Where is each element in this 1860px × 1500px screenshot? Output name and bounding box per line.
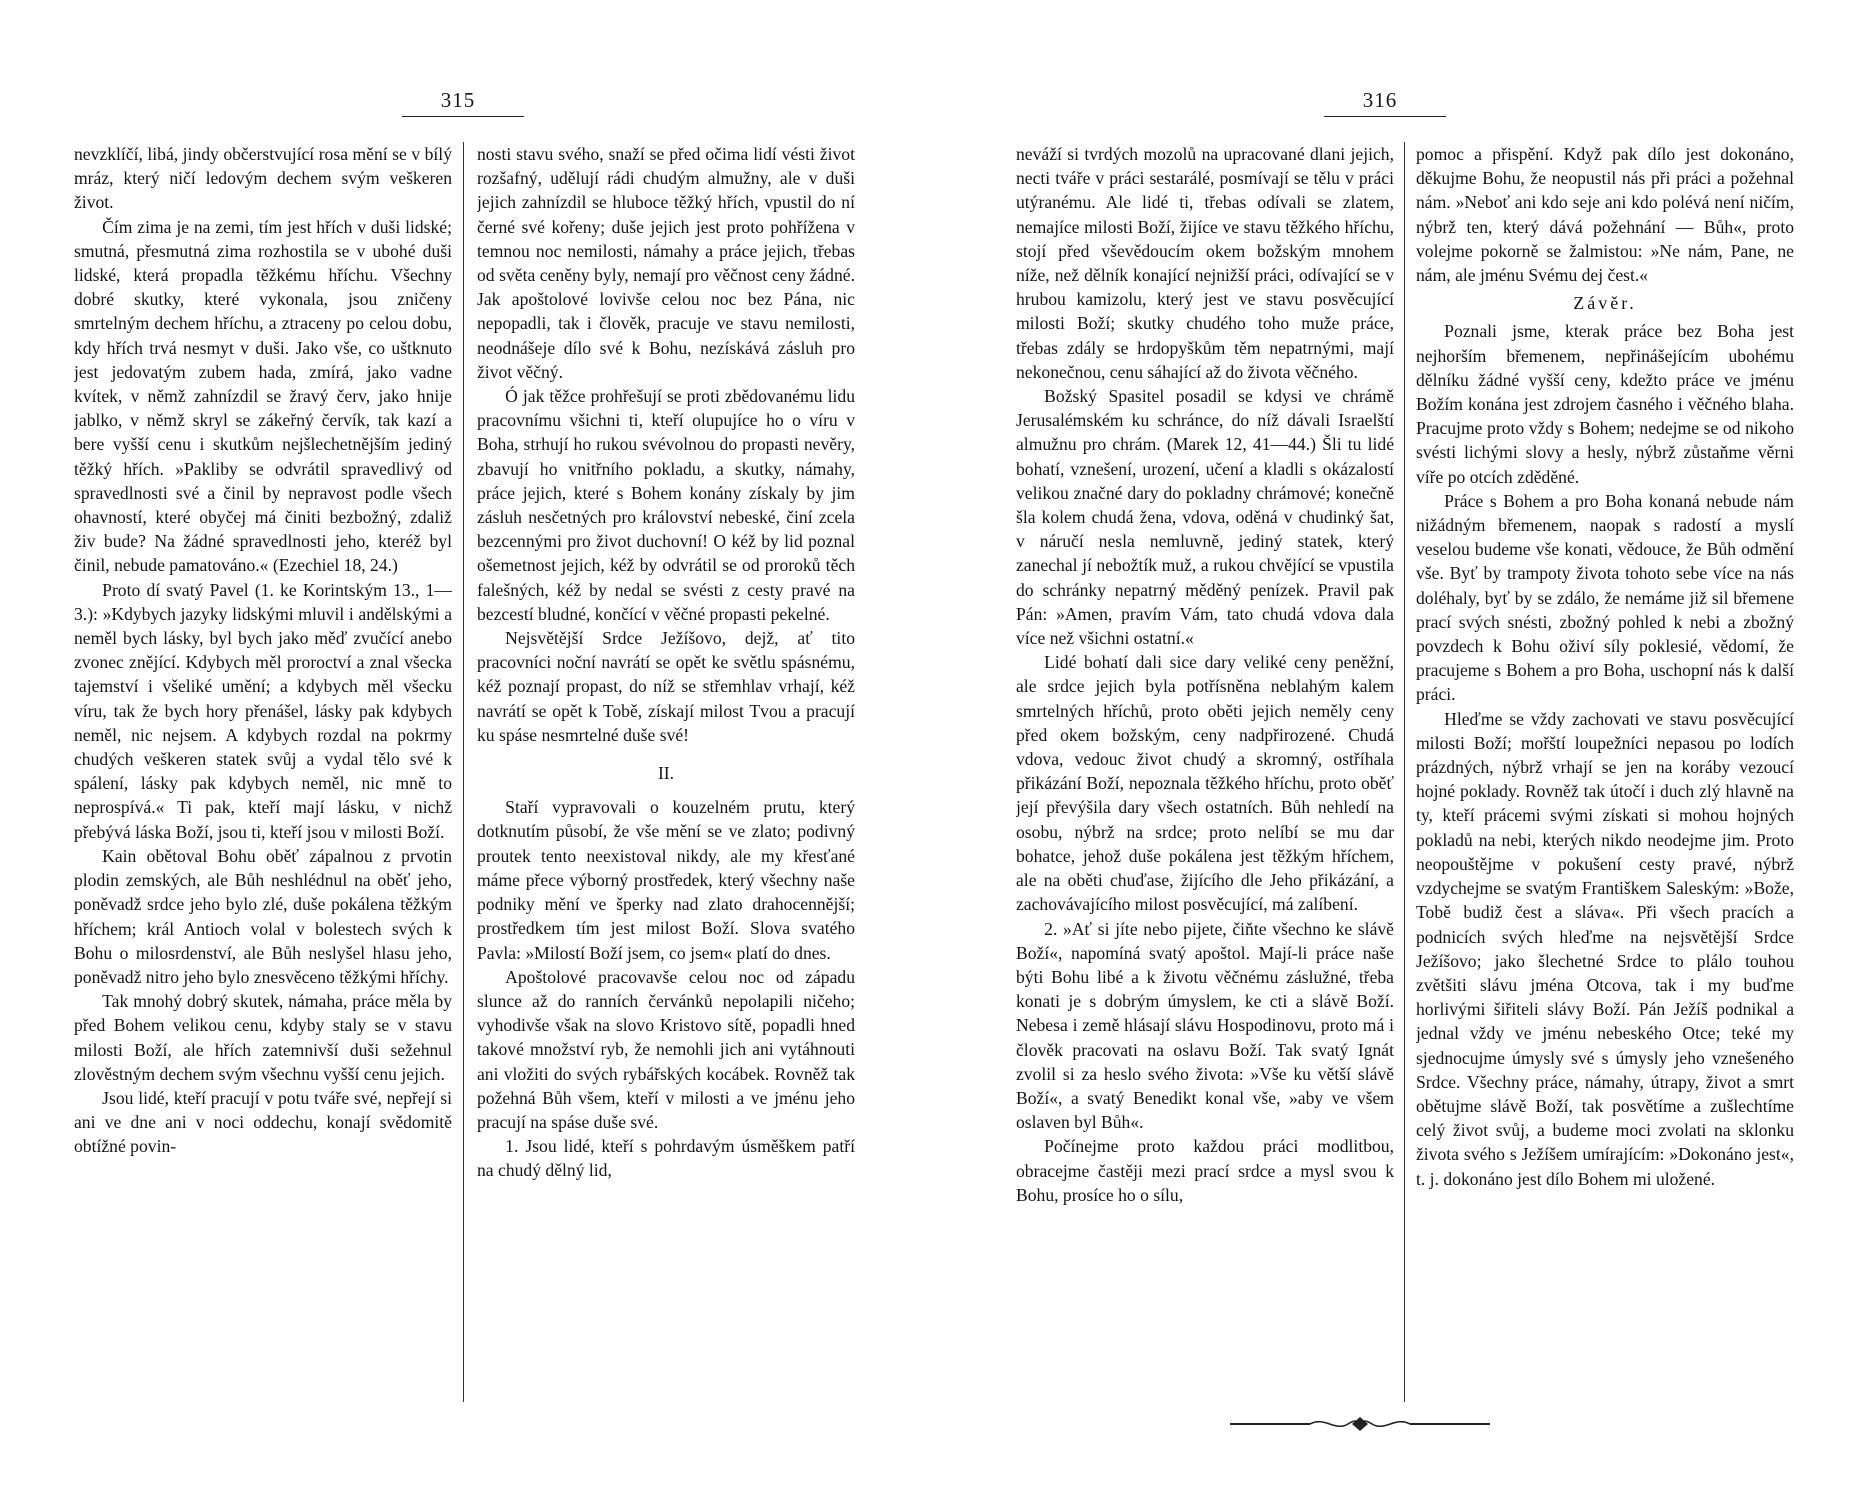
paragraph: Staří vypravovali o kouzelném prutu, který dotknutím působí, že vše mění se ve zlato; podivný proutek tento neexistoval nikdy, ale my křesťané máme přece výborný prostředek, který všechny naše podniky mění ve šperky nad zlato drahocennější; prostředkem tím jest milost Boží. Slova svatého Pavla: »Milostí Boží jsem, co jsem« platí do dnes. xyxy=(477,797,855,963)
page-number-rule xyxy=(402,116,524,117)
paragraph: neváží si tvrdých mozolů na upracované dlani jejich, necti tváře v práci sestarálé, posmívají se tělu v práci utýranému. Ale lidé ti, třebas odívali se zlatem, nemajíce milosti Boží, žijíce ve stavu těžkého hříchu, stojí před vševědoucím okem božským mnohem níže, než dělník konající nejnižší práci, odívající se v hrubou kamizolu, který jest ve stavu posvěcující milosti Boží; skutky chudého toho muže práce, třebas zdály se hrdopyškům těm nepatrnými, mají nekonečnou, cenu sáhající až do života věčného. xyxy=(1016,144,1394,382)
column-right xyxy=(477,142,855,1412)
page-number: 316 xyxy=(1362,88,1398,112)
paragraph: Ó jak těžce prohřešují se proti zbědovanému lidu pracovnímu všichni ti, kteří olupujíce ho o víru v Boha, strhují ho rukou svévolnou do propasti nevěry, zbavují ho vnitřního pokladu, a skutky, námahy, práce jejich, které s Bohem konány získaly by jim zásluh nesčetných pro království nebeské, činí zcela bezcennými pro život duchovní! O kéž by lid poznal ošemetnost jejich, kéž by odvrátil se od proroků těch falešných, kéž by nedal se svésti z cesty pravé na bezcestí bludné, končící v věčné propasti pekelné. xyxy=(477,386,855,624)
paragraph: Hleďme se vždy zachovati ve stavu posvěcující milosti Boží; mořští loupežníci nepasou po lodích prázdných, nýbrž vrhají se jen na koráby vezoucí hojné poklady. Rovněž tak útočí i duch zlý hlavně na ty, kteří prácemi svými získati si mohou hojných pokladů na nebi, kterých nikdo neodejme jim. Proto neopouštějme v pokušení cesty pravé, nýbrž vzdychejme se svatým Františkem Saleským: »Bože, Tobě budiž čest a sláva«. Při všech pracích a podnicích svých hleďme na nejsvětější Srdce Ježíšovo; jako šlechetné Srdce to plálo touhou zvětšiti slávu jména Otcova, tak i my buďme horlivými šiřiteli slávy Boží. Pán Ježíš podnikal a jednal vždy ve jménu nebeského Otce; teké my sjednocujme úmysly své s úmysly jeho vznešeného Srdce. Všechny práce, námahy, útrapy, život a smrt obětujme slávě Boží, tak posvětíme a zušlechtíme celý život svůj, a budeme moci zvolati na sklonku života svého s Ježíšem umírajícím: »Dokonáno jest«, t. j. dokonáno jest dílo Bohem mi uložené. xyxy=(1416,708,1794,1189)
paragraph: Apoštolové pracovavše celou noc od západu slunce až do ranních červánků nepolapili ničeho; vyhodivše však na slovo Kristovo sítě, popadli hned takové množství ryb, že nemohli jich ani vytáhnouti ani vložiti do svých rybářských kocábek. Rovněž tak požehná Bůh všem, kteří v milosti a ve jménu jeho pracují na spáse duše své. xyxy=(477,966,855,1132)
paragraph: Kain obětoval Bohu oběť zápalnou z prvotin plodin zemských, ale Bůh neshlédnul na oběť jeho, poněvadž srdce jeho bylo zlé, duše pokálena těžkým hříchem; král Antioch volal v bolestech svých k Bohu o milosrdenství, ale Bůh neslyšel hlasu jeho, poněvadž nitro jeho bylo znesvěceno těžkými hříchy. xyxy=(74,845,452,987)
paragraph: 1. Jsou lidé, kteří s pohrdavým úsměškem patří na chudý dělný lid, xyxy=(477,1136,855,1181)
column-left xyxy=(74,142,452,1412)
end-ornament-icon xyxy=(1230,1412,1490,1436)
paragraph: Poznali jsme, kterak práce bez Boha jest nejhorším břemenem, nepřinášejícím ubohému dělníku žádné vyšší ceny, kdežto práce ve jménu Božím konána jest zdrojem časného i věčného blaha. Pracujme proto vždy s Bohem; nedejme se od nikoho svésti lichými slovy a hesly, nýbrž zůstaňme věrni víře po otcích zděděné. xyxy=(1416,321,1794,487)
paragraph: Tak mnohý dobrý skutek, námaha, práce měla by před Bohem velikou cenu, kdyby staly se v stavu milosti Boží, ale hřích zatemnivší duši sežehnul zlověstným dechem svým všechnu vyšší cenu jejich. xyxy=(74,991,452,1084)
page-number: 315 xyxy=(440,88,476,112)
section-heading: Závěr. xyxy=(1573,293,1637,314)
column-divider xyxy=(1404,142,1405,1402)
section-heading: II. xyxy=(657,763,675,784)
page-number-rule xyxy=(1324,116,1446,117)
paragraph: nosti stavu svého, snaží se před očima lidí vésti život rozšafný, udělují rádi chudým almužny, ale v duši jejich zahnízdil se hluboce těžký hřích, vpustil do ní černé své kořeny; duše jejich jest proto pohřížena v temnou noc nemilosti, námahy a práce jejich, třebas od světa ceněny byly, nemají pro věčnost ceny žádné. Jak apoštolové lovivše celou noc bez Pána, nic nepopadli, tak i člověk, pracuje ve stavu nemilosti, neodnášeje dílo své k Bohu, nezískává zásluh pro život věčný. xyxy=(477,144,855,382)
paragraph: Lidé bohatí dali sice dary veliké ceny peněžní, ale srdce jejich byla potřísněna neblahým kalem smrtelných hříchů, proto oběti jejich neměly ceny před okem božským, ceny nadpřirozené. Chudá vdova, vedouc život chudý a skromný, ostříhala přikázání Boží, nepoznala těžkého hříchu, proto oběť její převýšila dary všech ostatních. Bůh nehledí na osobu, nýbrž na srdce; proto nelíbí se mu dar bohatce, jehož duše pokálena jest těžkým hříchem, ale na oběti chuďase, žijícího dle Jeho přikázání, a zachovávajícího milost posvěcující, má zalíbení. xyxy=(1016,652,1394,915)
paragraph: Práce s Bohem a pro Boha konaná nebude nám nižádným břemenem, naopak s radostí a myslí veselou budeme vše konati, vědouce, že Bůh odmění vše. Byť by trampoty života tohoto sebe více na nás doléhaly, byť by se zdálo, že nemáme již sil břemene prací svých snésti, zbožný pohled k nebi a zbožný povzdech k Bohu oživí síly poklesié, vědomí, že pracujeme s Bohem a pro Boha, uschopní nás k další práci. xyxy=(1416,490,1794,705)
column-right xyxy=(1416,142,1794,1412)
paragraph: 2. »Ať si jíte nebo pijete, čiňte všechno ke slávě Boží«, napomíná svatý apoštol. Mají-li práce naše býti Bohu libé a k životu věčnému záslužné, třeba konati je s dobrým úmyslem, ke cti a slávě Boží. Nebesa i země hlásají slávu Hospodinovu, proto má i člověk pracovati na oslavu Boží. Tak svatý Ignát zvolil si za heslo svého života: »Vše ku větší slávě Boží«, a svatý Benedikt konal vše, »aby ve všem oslaven byl Bůh«. xyxy=(1016,918,1394,1133)
paragraph: Čím zima je na zemi, tím jest hřích v duši lidské; smutná, přesmutná zima rozhostila se v ubohé duši lidské, která propadla těžkému hříchu. Všechny dobré skutky, které vykonala, jsou zničeny smrtelným dechem hříchu, a ztraceny po celou dobu, kdy hřích trvá nesmyt v duši. Jako vše, co uštknuto jest jedovatým zubem hada, zmírá, jako vadne kvítek, v němž zahnízdil se žravý červ, jako hnije jablko, v němž skryl se zákeřný červík, tak kazí a bere vyšší cenu i skutkům nejšlechetnějším jediný těžký hřích. »Pakliby se odvrátil spravedlivý od spravedlnosti své a činil by nepravost podle všech ohavností, které obyčej má činiti bezbožný, zdaliž živ bude? Na žádné spravedlnosti jeho, kteréž byl činil, nebude pamatováno.« (Ezechiel 18, 24.) xyxy=(74,216,452,576)
column-divider xyxy=(463,142,464,1402)
paragraph: Nejsvětější Srdce Ježíšovo, dejž, ať tito pracovníci noční navrátí se opět ke světlu spásnému, kéž poznají propast, do níž se střemhlav vrhají, kéž navrátí se opět k Tobě, získají milost Tvou a pracují ku spáse nesmrtelné duše své! xyxy=(477,628,855,745)
paragraph: Počínejme proto každou práci modlitbou, obracejme častěji mezi prací srdce a mysl svou k Bohu, prosíce ho o sílu, xyxy=(1016,1136,1394,1205)
paragraph: nevzklíčí, libá, jindy občerstvující rosa mění se v bílý mráz, který ničí ledovým dechem svým veškeren život. xyxy=(74,144,452,213)
right-page xyxy=(930,0,1860,1500)
column-left xyxy=(1016,142,1394,1412)
paragraph: Proto dí svatý Pavel (1. ke Korintským 13., 1—3.): »Kdybych jazyky lidskými mluvil i andělskými a neměl bych lásky, byl bych jako měď zvučící anebo zvonec znějící. Kdybych měl proroctví a znal všecka tajemství i všeliké umění; a kdybych měl všecku víru, tak že bych hory přenášel, lásky pak kdybych neměl, nic nejsem. A kdybych rozdal na pokrmy chudých veškeren statek svůj a vydal tělo své k spálení, lásky pak kdybych neměl, nic mně to neprospívá.« Ti pak, kteří mají lásku, v nichž přebývá láska Boží, jsou ti, kteří jsou v milosti Boží. xyxy=(74,579,452,842)
paragraph: pomoc a přispění. Když pak dílo jest dokonáno, děkujme Bohu, že neopustil nás při práci a požehnal nám. »Neboť ani kdo seje ani kdo polévá není ničím, nýbrž ten, který dává požehnání — Bůh«, proto volejme pokorně se žalmistou: »Ne nám, Pane, ne nám, ale jménu Svému dej čest.« xyxy=(1416,144,1794,286)
paragraph: Jsou lidé, kteří pracují v potu tváře své, nepřejí si ani ve dne ani v noci oddechu, konají svědomitě obtížné povin- xyxy=(74,1087,452,1157)
paragraph: Božský Spasitel posadil se kdysi ve chrámě Jerusalémském ku schránce, do níž dávali Israelští almužnu pro chrám. (Marek 12, 41—44.) Šli tu lidé bohatí, vznešení, urození, učení a kladli s okázalostí velikou značné dary do pokladny chrámové; konečně šla kolem chudá žena, vdova, oděná v chudinký šat, v náručí nesla nemluvně, jediný statek, který zanechal jí nebožtík muž, a rukou chvějící se vpustila do schránky nepatrný měděný penízek. Pravil pak Pán: »Amen, pravím Vám, tato chudá vdova dala více než všichni ostatní.« xyxy=(1016,386,1394,649)
